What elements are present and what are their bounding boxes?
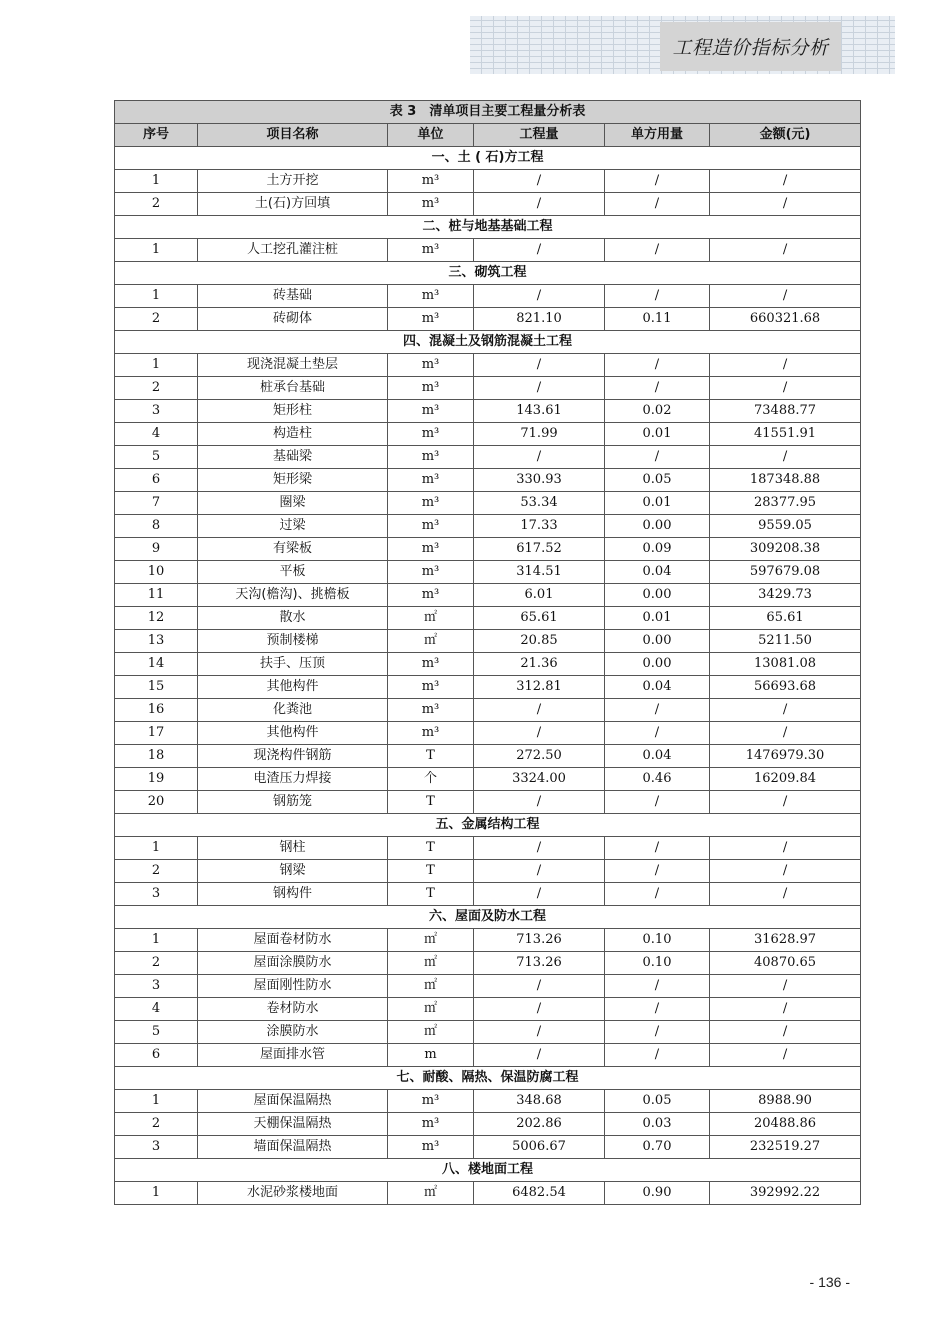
header-title-box (660, 22, 841, 71)
row-index-cell: 3 (115, 400, 198, 423)
unit-usage-cell: / (605, 170, 710, 193)
quantity-cell: / (474, 170, 605, 193)
unit-cell: ㎡ (388, 630, 474, 653)
unit-usage-cell: 0.02 (605, 400, 710, 423)
table-row (115, 377, 861, 400)
quantity-cell: 65.61 (474, 607, 605, 630)
row-index-cell: 5 (115, 446, 198, 469)
column-header: 单位 (388, 124, 474, 147)
item-name-cell: 过梁 (198, 515, 388, 538)
item-name-cell: 构造柱 (198, 423, 388, 446)
quantity-cell: / (474, 837, 605, 860)
unit-usage-cell: 0.03 (605, 1113, 710, 1136)
unit-usage-cell: 0.00 (605, 653, 710, 676)
unit-cell: m³ (388, 699, 474, 722)
unit-cell: m³ (388, 653, 474, 676)
table-row (115, 722, 861, 745)
amount-cell: / (710, 1044, 861, 1067)
item-name-cell: 有梁板 (198, 538, 388, 561)
row-index-cell: 3 (115, 975, 198, 998)
table-row (115, 239, 861, 262)
section-header-row (115, 1067, 861, 1090)
row-index-cell: 8 (115, 515, 198, 538)
table-caption-row (115, 101, 861, 124)
quantity-cell: 348.68 (474, 1090, 605, 1113)
amount-cell: 16209.84 (710, 768, 861, 791)
amount-cell: / (710, 446, 861, 469)
unit-usage-cell: / (605, 975, 710, 998)
row-index-cell: 11 (115, 584, 198, 607)
row-index-cell: 2 (115, 193, 198, 216)
row-index-cell: 2 (115, 308, 198, 331)
unit-cell: m³ (388, 170, 474, 193)
table-row (115, 630, 861, 653)
unit-usage-cell: / (605, 722, 710, 745)
row-index-cell: 1 (115, 239, 198, 262)
unit-cell: m (388, 1044, 474, 1067)
table-row (115, 170, 861, 193)
column-header: 项目名称 (198, 124, 388, 147)
unit-cell: T (388, 745, 474, 768)
table-row (115, 791, 861, 814)
unit-cell: T (388, 860, 474, 883)
quantity-analysis-table (114, 100, 861, 1205)
amount-cell: 232519.27 (710, 1136, 861, 1159)
item-name-cell: 钢梁 (198, 860, 388, 883)
row-index-cell: 6 (115, 469, 198, 492)
quantity-cell: / (474, 860, 605, 883)
row-index-cell: 12 (115, 607, 198, 630)
table-row (115, 883, 861, 906)
row-index-cell: 13 (115, 630, 198, 653)
amount-cell: / (710, 998, 861, 1021)
unit-cell: m³ (388, 423, 474, 446)
table-row (115, 1090, 861, 1113)
unit-usage-cell: / (605, 1021, 710, 1044)
unit-cell: m³ (388, 1113, 474, 1136)
amount-cell: 8988.90 (710, 1090, 861, 1113)
amount-cell: / (710, 791, 861, 814)
table-row (115, 699, 861, 722)
table-row (115, 446, 861, 469)
unit-cell: m³ (388, 561, 474, 584)
unit-cell: m³ (388, 515, 474, 538)
unit-cell: m³ (388, 400, 474, 423)
amount-cell: 56693.68 (710, 676, 861, 699)
quantity-cell: / (474, 975, 605, 998)
row-index-cell: 1 (115, 929, 198, 952)
section-header-row (115, 814, 861, 837)
amount-cell: 5211.50 (710, 630, 861, 653)
table-row (115, 975, 861, 998)
amount-cell: / (710, 285, 861, 308)
unit-usage-cell: / (605, 377, 710, 400)
unit-cell: m³ (388, 285, 474, 308)
section-title: 六、屋面及防水工程 (115, 906, 861, 929)
item-name-cell: 屋面卷材防水 (198, 929, 388, 952)
unit-cell: 个 (388, 768, 474, 791)
unit-cell: ㎡ (388, 607, 474, 630)
amount-cell: 9559.05 (710, 515, 861, 538)
amount-cell: / (710, 1021, 861, 1044)
unit-cell: m³ (388, 308, 474, 331)
unit-usage-cell: 0.04 (605, 561, 710, 584)
table-row (115, 308, 861, 331)
column-header: 序号 (115, 124, 198, 147)
quantity-cell: 330.93 (474, 469, 605, 492)
unit-usage-cell: / (605, 193, 710, 216)
unit-cell: ㎡ (388, 1182, 474, 1205)
unit-usage-cell: 0.09 (605, 538, 710, 561)
unit-usage-cell: / (605, 699, 710, 722)
unit-usage-cell: / (605, 285, 710, 308)
amount-cell: 660321.68 (710, 308, 861, 331)
table-row (115, 285, 861, 308)
table-row (115, 952, 861, 975)
unit-cell: T (388, 837, 474, 860)
row-index-cell: 1 (115, 285, 198, 308)
row-index-cell: 4 (115, 423, 198, 446)
unit-cell: m³ (388, 1136, 474, 1159)
row-index-cell: 3 (115, 1136, 198, 1159)
amount-cell: 187348.88 (710, 469, 861, 492)
header-title: 工程造价指标分析 (672, 37, 829, 59)
table-row (115, 538, 861, 561)
row-index-cell: 1 (115, 837, 198, 860)
item-name-cell: 屋面排水管 (198, 1044, 388, 1067)
table-row (115, 469, 861, 492)
amount-cell: / (710, 193, 861, 216)
table-row (115, 515, 861, 538)
unit-cell: ㎡ (388, 998, 474, 1021)
table-caption: 表 3 清单项目主要工程量分析表 (115, 101, 861, 124)
unit-usage-cell: 0.01 (605, 423, 710, 446)
table-row (115, 584, 861, 607)
table-row (115, 860, 861, 883)
unit-usage-cell: 0.10 (605, 952, 710, 975)
amount-cell: 31628.97 (710, 929, 861, 952)
unit-usage-cell: 0.00 (605, 515, 710, 538)
quantity-cell: 20.85 (474, 630, 605, 653)
item-name-cell: 屋面刚性防水 (198, 975, 388, 998)
quantity-cell: 21.36 (474, 653, 605, 676)
quantity-cell: 17.33 (474, 515, 605, 538)
row-index-cell: 6 (115, 1044, 198, 1067)
unit-cell: m³ (388, 354, 474, 377)
table-row (115, 837, 861, 860)
amount-cell: / (710, 239, 861, 262)
item-name-cell: 砖基础 (198, 285, 388, 308)
unit-usage-cell: / (605, 837, 710, 860)
item-name-cell: 土(石)方回填 (198, 193, 388, 216)
section-header-row (115, 331, 861, 354)
unit-usage-cell: 0.70 (605, 1136, 710, 1159)
item-name-cell: 现浇构件钢筋 (198, 745, 388, 768)
quantity-cell: / (474, 791, 605, 814)
unit-usage-cell: 0.05 (605, 1090, 710, 1113)
amount-cell: / (710, 860, 861, 883)
table-row (115, 676, 861, 699)
quantity-cell: / (474, 883, 605, 906)
unit-usage-cell: 0.90 (605, 1182, 710, 1205)
row-index-cell: 18 (115, 745, 198, 768)
row-index-cell: 16 (115, 699, 198, 722)
item-name-cell: 其他构件 (198, 676, 388, 699)
row-index-cell: 14 (115, 653, 198, 676)
item-name-cell: 其他构件 (198, 722, 388, 745)
quantity-cell: 713.26 (474, 952, 605, 975)
item-name-cell: 矩形梁 (198, 469, 388, 492)
unit-usage-cell: 0.01 (605, 492, 710, 515)
item-name-cell: 化粪池 (198, 699, 388, 722)
unit-cell: m³ (388, 239, 474, 262)
amount-cell: 3429.73 (710, 584, 861, 607)
item-name-cell: 圈梁 (198, 492, 388, 515)
section-header-row (115, 1159, 861, 1182)
unit-usage-cell: / (605, 354, 710, 377)
amount-cell: / (710, 699, 861, 722)
row-index-cell: 17 (115, 722, 198, 745)
quantity-cell: / (474, 239, 605, 262)
unit-cell: m³ (388, 492, 474, 515)
unit-usage-cell: / (605, 239, 710, 262)
row-index-cell: 1 (115, 1182, 198, 1205)
section-title: 七、耐酸、隔热、保温防腐工程 (115, 1067, 861, 1090)
quantity-cell: 312.81 (474, 676, 605, 699)
quantity-cell: 71.99 (474, 423, 605, 446)
item-name-cell: 天沟(檐沟)、挑檐板 (198, 584, 388, 607)
column-header: 金额(元) (710, 124, 861, 147)
quantity-cell: / (474, 377, 605, 400)
unit-cell: m³ (388, 446, 474, 469)
section-title: 五、金属结构工程 (115, 814, 861, 837)
quantity-cell: 272.50 (474, 745, 605, 768)
section-header-row (115, 906, 861, 929)
unit-cell: m³ (388, 584, 474, 607)
unit-cell: ㎡ (388, 1021, 474, 1044)
quantity-cell: 617.52 (474, 538, 605, 561)
column-header: 单方用量 (605, 124, 710, 147)
row-index-cell: 15 (115, 676, 198, 699)
table-row (115, 653, 861, 676)
quantity-cell: / (474, 354, 605, 377)
table-row (115, 768, 861, 791)
amount-cell: 597679.08 (710, 561, 861, 584)
quantity-cell: / (474, 722, 605, 745)
row-index-cell: 7 (115, 492, 198, 515)
row-index-cell: 19 (115, 768, 198, 791)
section-title: 二、桩与地基基础工程 (115, 216, 861, 239)
row-index-cell: 9 (115, 538, 198, 561)
unit-cell: ㎡ (388, 975, 474, 998)
item-name-cell: 卷材防水 (198, 998, 388, 1021)
unit-usage-cell: 0.01 (605, 607, 710, 630)
quantity-cell: / (474, 446, 605, 469)
item-name-cell: 钢构件 (198, 883, 388, 906)
unit-cell: m³ (388, 1090, 474, 1113)
unit-usage-cell: 0.46 (605, 768, 710, 791)
item-name-cell: 平板 (198, 561, 388, 584)
row-index-cell: 2 (115, 952, 198, 975)
item-name-cell: 水泥砂浆楼地面 (198, 1182, 388, 1205)
table-row (115, 354, 861, 377)
row-index-cell: 1 (115, 170, 198, 193)
section-header-row (115, 216, 861, 239)
section-header-row (115, 262, 861, 285)
unit-cell: m³ (388, 377, 474, 400)
table-row (115, 1021, 861, 1044)
unit-cell: ㎡ (388, 952, 474, 975)
page-number: - 136 - (809, 1274, 850, 1290)
row-index-cell: 10 (115, 561, 198, 584)
amount-cell: / (710, 837, 861, 860)
amount-cell: / (710, 377, 861, 400)
table-row (115, 1136, 861, 1159)
unit-usage-cell: / (605, 446, 710, 469)
section-title: 三、砌筑工程 (115, 262, 861, 285)
row-index-cell: 1 (115, 354, 198, 377)
item-name-cell: 扶手、压顶 (198, 653, 388, 676)
item-name-cell: 散水 (198, 607, 388, 630)
row-index-cell: 3 (115, 883, 198, 906)
amount-cell: / (710, 883, 861, 906)
unit-cell: m³ (388, 538, 474, 561)
quantity-cell: 5006.67 (474, 1136, 605, 1159)
item-name-cell: 矩形柱 (198, 400, 388, 423)
amount-cell: 13081.08 (710, 653, 861, 676)
unit-usage-cell: 0.10 (605, 929, 710, 952)
unit-usage-cell: 0.04 (605, 745, 710, 768)
quantity-cell: 143.61 (474, 400, 605, 423)
unit-usage-cell: / (605, 860, 710, 883)
unit-cell: m³ (388, 193, 474, 216)
table-header-row (115, 124, 861, 147)
amount-cell: 65.61 (710, 607, 861, 630)
quantity-cell: 6.01 (474, 584, 605, 607)
table-row (115, 423, 861, 446)
item-name-cell: 土方开挖 (198, 170, 388, 193)
quantity-cell: / (474, 699, 605, 722)
section-header-row (115, 147, 861, 170)
item-name-cell: 涂膜防水 (198, 1021, 388, 1044)
unit-cell: m³ (388, 722, 474, 745)
unit-cell: m³ (388, 676, 474, 699)
unit-usage-cell: / (605, 998, 710, 1021)
unit-usage-cell: 0.00 (605, 584, 710, 607)
quantity-cell: / (474, 1021, 605, 1044)
unit-cell: T (388, 791, 474, 814)
item-name-cell: 砖砌体 (198, 308, 388, 331)
amount-cell: 28377.95 (710, 492, 861, 515)
row-index-cell: 5 (115, 1021, 198, 1044)
unit-usage-cell: / (605, 791, 710, 814)
amount-cell: / (710, 722, 861, 745)
unit-usage-cell: / (605, 1044, 710, 1067)
quantity-cell: 314.51 (474, 561, 605, 584)
quantity-cell: 3324.00 (474, 768, 605, 791)
table-row (115, 1113, 861, 1136)
item-name-cell: 钢柱 (198, 837, 388, 860)
unit-usage-cell: 0.00 (605, 630, 710, 653)
amount-cell: 41551.91 (710, 423, 861, 446)
table-row (115, 998, 861, 1021)
row-index-cell: 2 (115, 377, 198, 400)
table-row (115, 561, 861, 584)
item-name-cell: 屋面涂膜防水 (198, 952, 388, 975)
item-name-cell: 基础梁 (198, 446, 388, 469)
row-index-cell: 20 (115, 791, 198, 814)
amount-cell: 1476979.30 (710, 745, 861, 768)
table-row (115, 400, 861, 423)
item-name-cell: 墙面保温隔热 (198, 1136, 388, 1159)
unit-cell: m³ (388, 469, 474, 492)
quantity-cell: 53.34 (474, 492, 605, 515)
item-name-cell: 桩承台基础 (198, 377, 388, 400)
amount-cell: / (710, 170, 861, 193)
table-row (115, 929, 861, 952)
unit-cell: ㎡ (388, 929, 474, 952)
row-index-cell: 1 (115, 1090, 198, 1113)
table-row (115, 1182, 861, 1205)
section-title: 四、混凝土及钢筋混凝土工程 (115, 331, 861, 354)
amount-cell: / (710, 354, 861, 377)
quantity-cell: / (474, 1044, 605, 1067)
amount-cell: 40870.65 (710, 952, 861, 975)
table-row (115, 745, 861, 768)
unit-usage-cell: 0.04 (605, 676, 710, 699)
unit-usage-cell: 0.11 (605, 308, 710, 331)
row-index-cell: 2 (115, 1113, 198, 1136)
unit-usage-cell: 0.05 (605, 469, 710, 492)
section-title: 八、楼地面工程 (115, 1159, 861, 1182)
amount-cell: 392992.22 (710, 1182, 861, 1205)
table-row (115, 492, 861, 515)
item-name-cell: 电渣压力焊接 (198, 768, 388, 791)
amount-cell: 73488.77 (710, 400, 861, 423)
table-row (115, 193, 861, 216)
item-name-cell: 人工挖孔灌注桩 (198, 239, 388, 262)
amount-cell: 309208.38 (710, 538, 861, 561)
amount-cell: / (710, 975, 861, 998)
item-name-cell: 屋面保温隔热 (198, 1090, 388, 1113)
column-header: 工程量 (474, 124, 605, 147)
quantity-cell: / (474, 998, 605, 1021)
quantity-cell: 821.10 (474, 308, 605, 331)
unit-usage-cell: / (605, 883, 710, 906)
quantity-cell: 202.86 (474, 1113, 605, 1136)
amount-cell: 20488.86 (710, 1113, 861, 1136)
item-name-cell: 现浇混凝土垫层 (198, 354, 388, 377)
row-index-cell: 2 (115, 860, 198, 883)
unit-cell: T (388, 883, 474, 906)
section-title: 一、土 ( 石)方工程 (115, 147, 861, 170)
row-index-cell: 4 (115, 998, 198, 1021)
quantity-cell: 713.26 (474, 929, 605, 952)
table-row (115, 1044, 861, 1067)
item-name-cell: 预制楼梯 (198, 630, 388, 653)
quantity-cell: / (474, 285, 605, 308)
item-name-cell: 天棚保温隔热 (198, 1113, 388, 1136)
table-row (115, 607, 861, 630)
quantity-cell: 6482.54 (474, 1182, 605, 1205)
quantity-cell: / (474, 193, 605, 216)
item-name-cell: 钢筋笼 (198, 791, 388, 814)
